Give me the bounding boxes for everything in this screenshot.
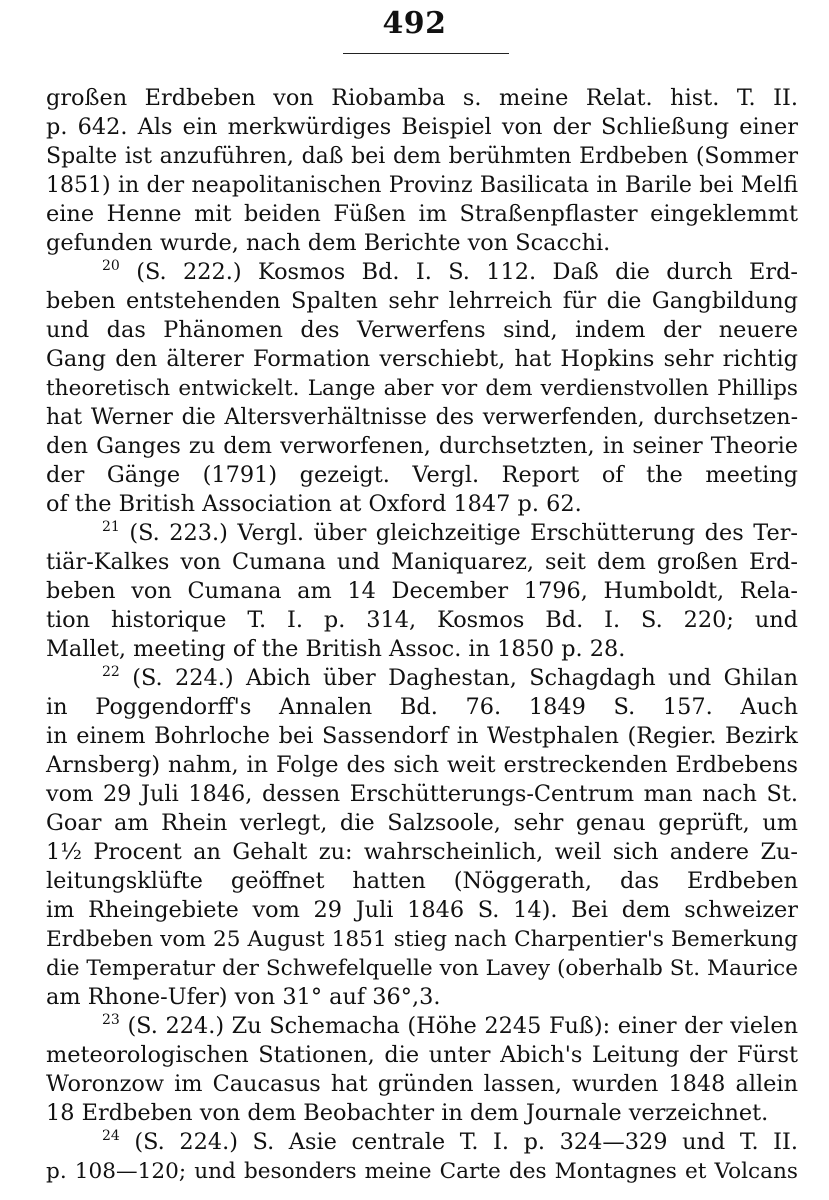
text-line — [46, 142, 798, 171]
header-rule — [343, 53, 509, 54]
line-text: of the British Association at Oxford 1847 p. 62. — [46, 491, 582, 517]
line-text: (S. 222.) Kosmos Bd. I. S. 112. Daß die durch Erd- — [119, 259, 798, 285]
line-text: Goar am Rhein verlegt, die Salzsoole, sehr genau geprüft, um — [46, 810, 798, 836]
page-body-text — [46, 84, 798, 1186]
line-text: (S. 224.) Abich über Daghestan, Schagdagh und Ghilan — [119, 665, 798, 691]
line-text: 1851) in der neapolitanischen Provinz Basilicata in Barile bei Melfi — [46, 173, 798, 198]
text-line — [46, 635, 798, 664]
line-text: hat Werner die Altersverhältnisse des verwerfenden, durchsetzen- — [46, 405, 798, 430]
text-line — [46, 229, 798, 258]
text-line — [46, 1099, 798, 1128]
text-line — [46, 722, 798, 751]
footnote-number: 24 — [102, 1128, 120, 1144]
line-text: theoretisch entwickelt. Lange aber vor dem verdienstvollen Phillips — [46, 376, 798, 401]
text-line — [46, 896, 798, 925]
line-text: Gang den älterer Formation verschiebt, hat Hopkins sehr richtig — [46, 346, 798, 372]
text-line — [46, 1157, 798, 1186]
text-line — [46, 461, 798, 490]
line-text: Woronzow im Caucasus hat gründen lassen, wurden 1848 allein — [46, 1071, 798, 1097]
footnote-start-line — [46, 1128, 798, 1157]
line-text: beben entstehenden Spalten sehr lehrreich für die Gangbildung — [46, 288, 798, 314]
text-line — [46, 200, 798, 229]
footnote-number: 22 — [102, 664, 120, 680]
line-text: im Rheingebiete vom 29 Juli 1846 S. 14). Bei dem schweizer — [46, 897, 798, 923]
line-text: vom 29 Juli 1846, dessen Erschütterungs-Centrum man nach St. — [46, 781, 798, 807]
line-text: (S. 224.) S. Asie centrale T. I. p. 324—329 und T. II. — [119, 1129, 798, 1155]
line-text: p. 108—120; und besonders meine Carte des Montagnes et Volcans — [46, 1159, 798, 1184]
line-text: großen Erdbeben von Riobamba s. meine Relat. hist. T. II. — [46, 85, 798, 111]
text-line — [46, 780, 798, 809]
text-line — [46, 693, 798, 722]
text-line — [46, 84, 798, 113]
line-text: Spalte ist anzuführen, daß bei dem berühmten Erdbeben (Sommer — [46, 144, 798, 169]
line-text: 18 Erdbeben von dem Beobachter in dem Journale verzeichnet. — [46, 1100, 769, 1126]
line-text: Mallet, meeting of the British Assoc. in 1850 p. 28. — [46, 636, 626, 662]
line-text: eine Henne mit beiden Füßen im Straßenpflaster eingeklemmt — [46, 201, 798, 227]
text-line — [46, 838, 798, 867]
text-line — [46, 983, 798, 1012]
line-text: (S. 223.) Vergl. über gleichzeitige Erschütterung des Ter- — [119, 520, 798, 546]
text-line — [46, 432, 798, 461]
footnote-start-line — [46, 258, 798, 287]
text-line — [46, 171, 798, 200]
text-line — [46, 374, 798, 403]
footnote-number: 20 — [102, 258, 120, 274]
text-line — [46, 809, 798, 838]
footnote-start-line — [46, 1012, 798, 1041]
line-text: in Poggendorff's Annalen Bd. 76. 1849 S. 157. Auch — [46, 694, 798, 720]
line-text: und das Phänomen des Verwerfens sind, indem der neuere — [46, 317, 798, 343]
text-line — [46, 577, 798, 606]
line-text: den Ganges zu dem verworfenen, durchsetzten, in seiner Theorie — [46, 433, 798, 459]
text-line — [46, 403, 798, 432]
line-text: 1½ Procent an Gehalt zu: wahrscheinlich, weil sich andere Zu- — [46, 839, 798, 865]
line-text: (S. 224.) Zu Schemacha (Höhe 2245 Fuß): einer der vielen — [119, 1013, 798, 1039]
text-line — [46, 113, 798, 142]
text-line — [46, 606, 798, 635]
line-text: meteorologischen Stationen, die unter Abich's Leitung der Fürst — [46, 1042, 798, 1068]
line-text: Arnsberg) nahm, in Folge des sich weit erstreckenden Erdbebens — [46, 752, 798, 778]
text-line — [46, 751, 798, 780]
text-line — [46, 925, 798, 954]
footnote-start-line — [46, 519, 798, 548]
text-line — [46, 287, 798, 316]
line-text: gefunden wurde, nach dem Berichte von Scacchi. — [46, 230, 611, 256]
text-line — [46, 1070, 798, 1099]
line-text: die Temperatur der Schwefelquelle von Lavey (oberhalb St. Maurice — [46, 956, 798, 981]
text-line — [46, 316, 798, 345]
text-line — [46, 867, 798, 896]
line-text: in einem Bohrloche bei Sassendorf in Westphalen (Regier. Bezirk — [46, 723, 798, 749]
line-text: am Rhone-Ufer) von 31° auf 36°,3. — [46, 984, 441, 1010]
line-text: p. 642. Als ein merkwürdiges Beispiel von der Schließung einer — [46, 114, 798, 140]
line-text: tiär-Kalkes von Cumana und Maniquarez, seit dem großen Erd- — [46, 549, 798, 575]
line-text: Erdbeben vom 25 August 1851 stieg nach Charpentier's Bemerkung — [46, 927, 798, 952]
text-line — [46, 954, 798, 983]
line-text: beben von Cumana am 14 December 1796, Humboldt, Rela- — [46, 578, 798, 604]
line-text: leitungsklüfte geöffnet hatten (Nöggerath, das Erdbeben — [46, 868, 798, 894]
footnote-start-line — [46, 664, 798, 693]
line-text: tion historique T. I. p. 314, Kosmos Bd. I. S. 220; und — [46, 607, 798, 633]
line-text: der Gänge (1791) gezeigt. Vergl. Report of the meeting — [46, 462, 798, 488]
page-number: 492 — [382, 6, 447, 41]
footnote-number: 21 — [102, 519, 120, 535]
text-line — [46, 345, 798, 374]
footnote-number: 23 — [102, 1012, 120, 1028]
text-line — [46, 490, 798, 519]
text-line — [46, 548, 798, 577]
text-line — [46, 1041, 798, 1070]
